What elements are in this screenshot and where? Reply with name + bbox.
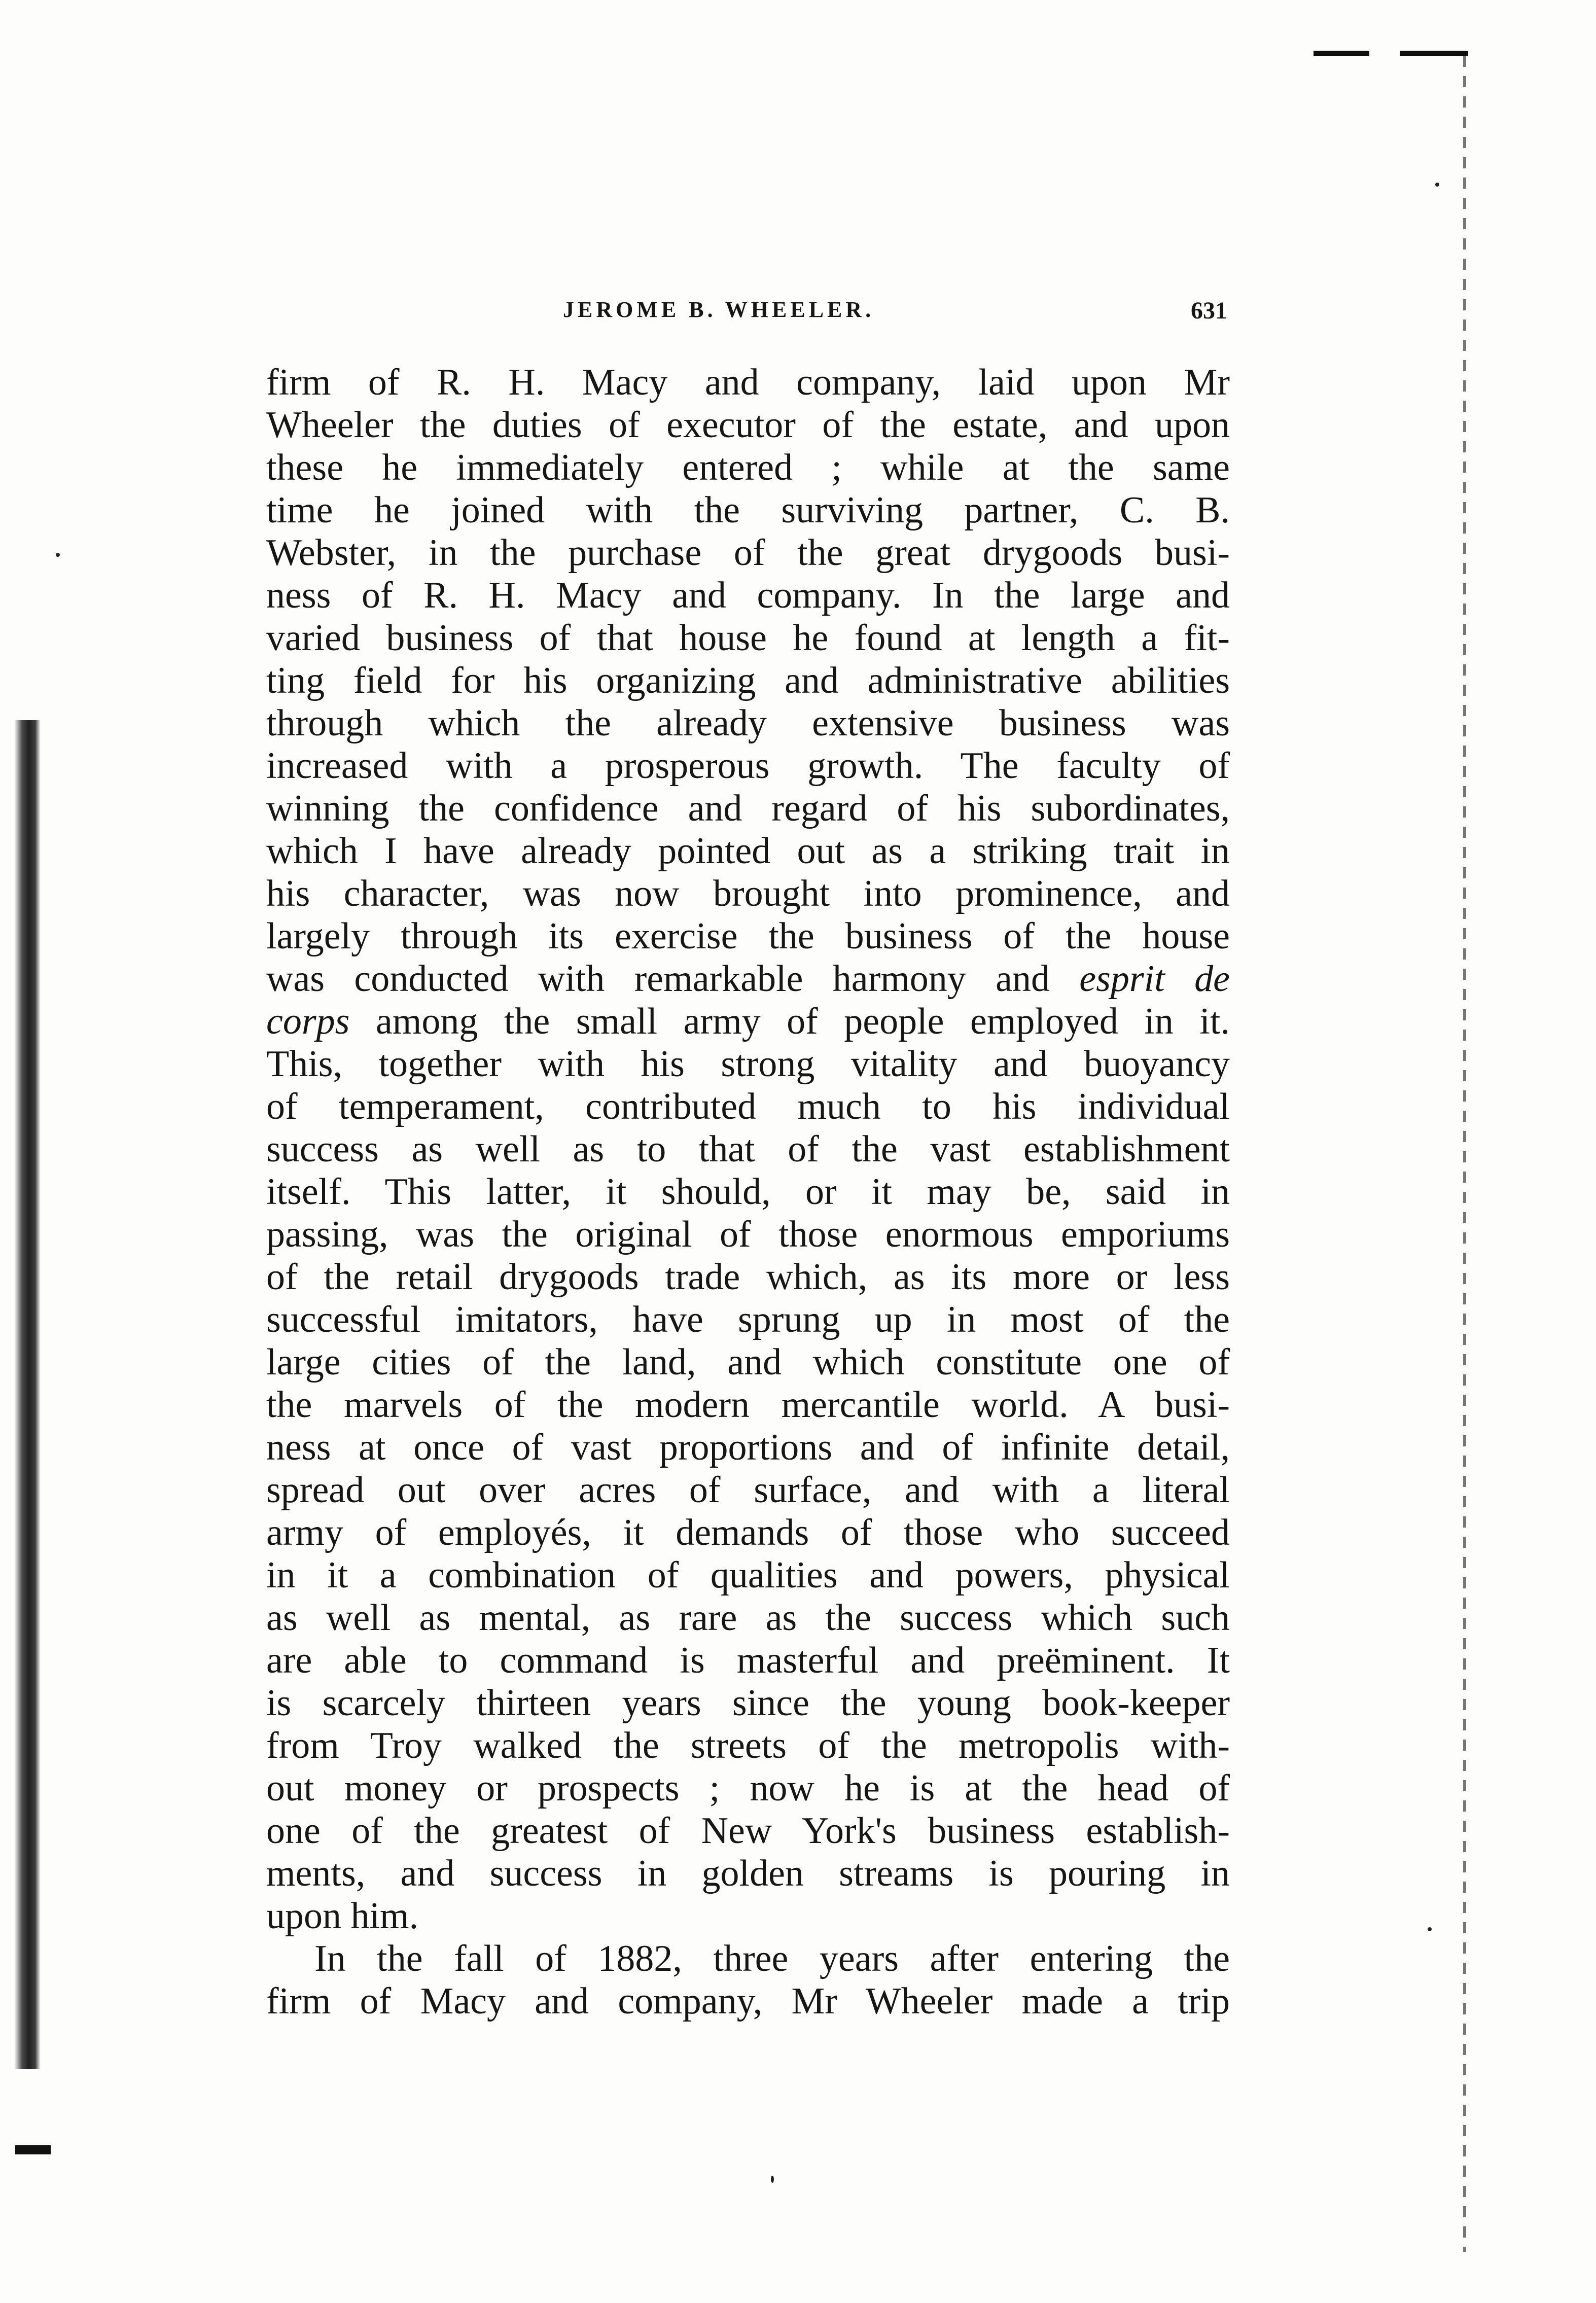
- text-line-paragraph-start: In the fall of 1882, three years after entering the: [314, 1938, 1230, 1979]
- italic-phrase: corps: [266, 1001, 350, 1042]
- text-line: of temperament, contributed much to his individual: [266, 1086, 1230, 1127]
- text-line: these he immediately entered ; while at the same: [266, 447, 1230, 488]
- speck: [1435, 183, 1439, 187]
- text-line: largely through its exercise the business of the house: [266, 915, 1230, 957]
- text-line: from Troy walked the streets of the metropolis with-: [266, 1725, 1230, 1766]
- text-line: the marvels of the modern mercantile world. A busi-: [266, 1384, 1230, 1426]
- text-line: time he joined with the surviving partner, C. B.: [266, 489, 1230, 531]
- text-line: are able to command is masterful and preëminent. It: [266, 1640, 1230, 1681]
- text-line-paragraph-end: upon him.: [266, 1895, 419, 1937]
- running-head: JEROME B. WHEELER.: [563, 297, 875, 322]
- text-line: as well as mental, as rare as the success which such: [266, 1597, 1230, 1639]
- text-line: firm of R. H. Macy and company, laid upon Mr: [266, 362, 1230, 403]
- text-line: through which the already extensive business was: [266, 702, 1230, 744]
- text-line-with-italic: [266, 958, 1230, 1000]
- text-line: ness of R. H. Macy and company. In the large and: [266, 575, 1230, 616]
- scan-mark: [1314, 51, 1369, 56]
- body-text: [266, 361, 1230, 2023]
- text-line: firm of Macy and company, Mr Wheeler made a trip: [266, 1980, 1230, 2022]
- text-line: Wheeler the duties of executor of the estate, and upon: [266, 404, 1230, 446]
- text-line: large cities of the land, and which constitute one of: [266, 1341, 1230, 1383]
- text-line: increased with a prosperous growth. The faculty of: [266, 745, 1230, 787]
- scan-edge-right: [1463, 56, 1466, 2252]
- scan-edge-left-base: [15, 2145, 51, 2154]
- text-line: success as well as to that of the vast establishment: [266, 1128, 1230, 1170]
- text-line: out money or prospects ; now he is at the head of: [266, 1767, 1230, 1809]
- text-line: This, together with his strong vitality and buoyancy: [266, 1043, 1230, 1085]
- scan-edge-left: [14, 720, 41, 2069]
- italic-phrase: esprit de: [1079, 958, 1230, 1000]
- text-span: was conducted with remarkable harmony and: [266, 958, 1050, 1000]
- text-line: spread out over acres of surface, and with a literal: [266, 1469, 1230, 1511]
- text-line: winning the confidence and regard of his subordinates,: [266, 788, 1230, 829]
- text-line: ting field for his organizing and administrative abilities: [266, 660, 1230, 701]
- text-line: successful imitators, have sprung up in most of the: [266, 1299, 1230, 1340]
- text-line: passing, was the original of those enormous emporiums: [266, 1214, 1230, 1255]
- text-line: which I have already pointed out as a striking trait in: [266, 830, 1230, 872]
- text-line: ness at once of vast proportions and of infinite detail,: [266, 1427, 1230, 1468]
- text-line: his character, was now brought into prominence, and: [266, 873, 1230, 914]
- text-line-with-italic: [266, 1000, 1230, 1043]
- speck: [1428, 1927, 1432, 1931]
- page-header: [269, 297, 1227, 337]
- text-line: itself. This latter, it should, or it may be, said in: [266, 1171, 1230, 1213]
- text-line: army of employés, it demands of those who succeed: [266, 1512, 1230, 1553]
- text-line: ments, and success in golden streams is pouring in: [266, 1853, 1230, 1894]
- text-line: is scarcely thirteen years since the young book-keeper: [266, 1682, 1230, 1724]
- text-line: varied business of that house he found at length a fit-: [266, 617, 1230, 659]
- text-line: Webster, in the purchase of the great drygoods busi-: [266, 532, 1230, 574]
- scan-mark: [1400, 51, 1468, 56]
- page-number: 631: [1191, 297, 1227, 324]
- text-line: of the retail drygoods trade which, as its more or less: [266, 1256, 1230, 1298]
- text-line: one of the greatest of New York's business establish-: [266, 1810, 1230, 1852]
- text-span: among the small army of people employed in it.: [349, 1001, 1230, 1042]
- speck: [56, 553, 60, 557]
- speck: [771, 2176, 774, 2183]
- text-line: in it a combination of qualities and powers, physical: [266, 1554, 1230, 1596]
